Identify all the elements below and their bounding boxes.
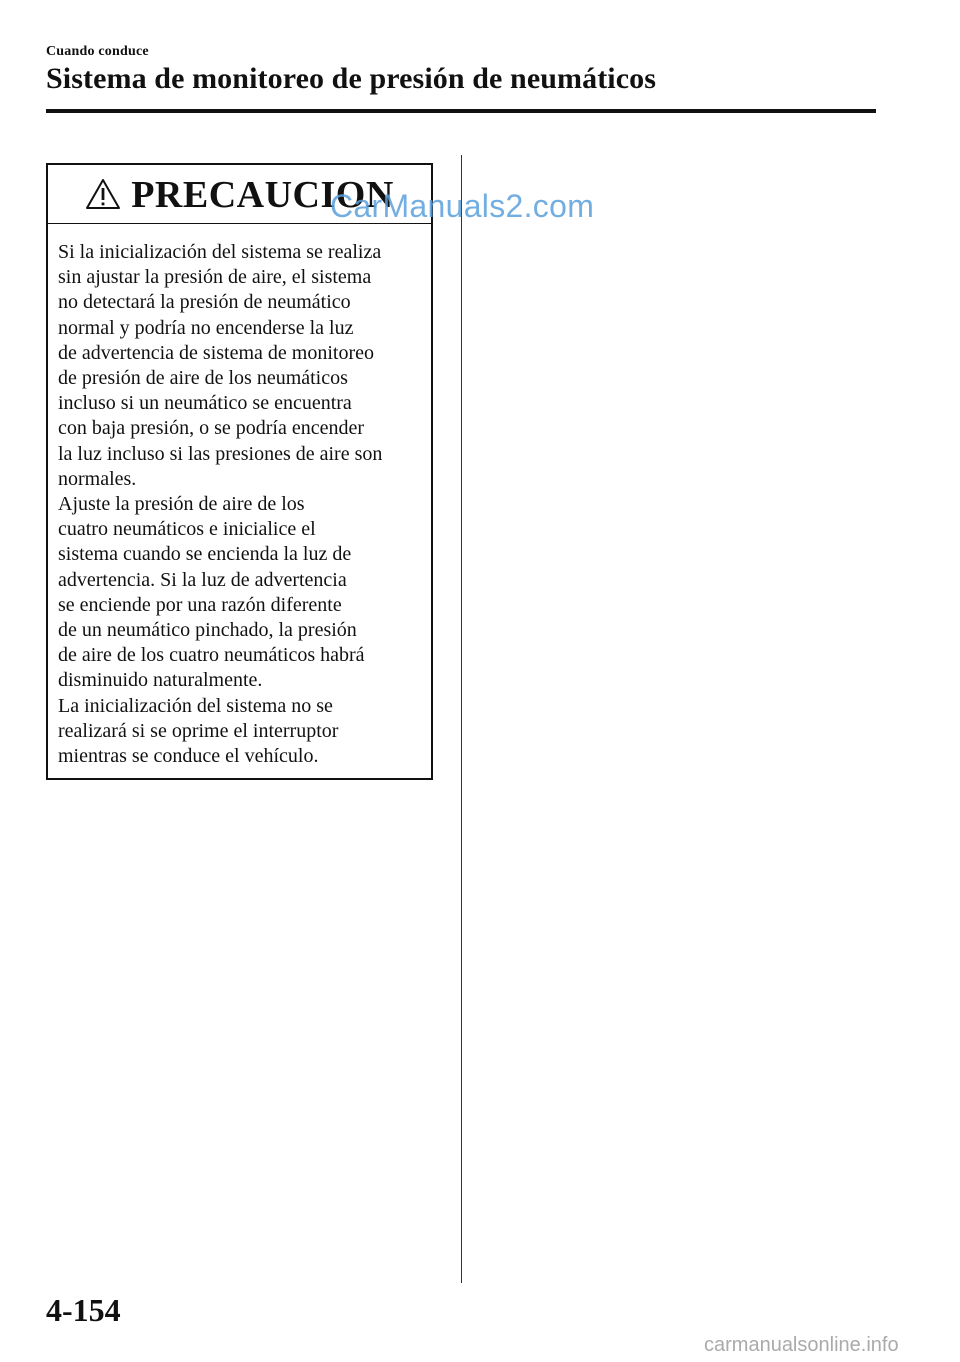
caution-line: de presión de aire de los neumáticos: [58, 367, 348, 390]
caution-line: advertencia. Si la luz de advertencia: [58, 568, 347, 591]
caution-line: no detectará la presión de neumático: [58, 291, 351, 314]
caution-line: se enciende por una razón diferente: [58, 593, 342, 616]
caution-body: [48, 224, 431, 769]
caution-line: incluso si un neumático se encuentra: [58, 392, 352, 415]
watermark-carmanualsonline: carmanualsonline.info: [704, 1334, 899, 1356]
caution-title: PRECAUCION: [131, 174, 394, 216]
caution-line: con baja presión, o se podría encender: [58, 417, 364, 440]
caution-line: mientras se conduce el vehículo.: [58, 745, 319, 768]
caution-line: cuatro neumáticos e inicialice el: [58, 518, 316, 541]
caution-line: sin ajustar la presión de aire, el sistema: [58, 266, 372, 289]
caution-line: de un neumático pinchado, la presión: [58, 619, 357, 642]
section-label: Cuando conduce: [46, 44, 149, 59]
page-number: 4-154: [46, 1292, 121, 1328]
title-rule: [46, 109, 876, 113]
caution-line: de aire de los cuatro neumáticos habrá: [58, 644, 365, 667]
caution-line: realizará si se oprime el interruptor: [58, 719, 339, 742]
caution-line: disminuido naturalmente.: [58, 669, 263, 692]
caution-line: Ajuste la presión de aire de los: [58, 493, 305, 516]
caution-line: de advertencia de sistema de monitoreo: [58, 341, 374, 364]
caution-line: normales.: [58, 467, 137, 490]
caution-line: Si la inicialización del sistema se realiza: [58, 241, 382, 263]
warning-triangle-icon: [85, 178, 121, 210]
page-title: Sistema de monitoreo de presión de neumáticos: [46, 62, 657, 95]
column-divider: [461, 155, 462, 1283]
caution-line: sistema cuando se encienda la luz de: [58, 543, 352, 566]
caution-line: la luz incluso si las presiones de aire son: [58, 442, 383, 465]
caution-line: La inicialización del sistema no se: [58, 694, 333, 717]
watermark-carmanuals2: CarManuals2.com: [330, 188, 595, 224]
caution-line: normal y podría no encenderse la luz: [58, 316, 354, 339]
caution-box: [46, 163, 433, 780]
